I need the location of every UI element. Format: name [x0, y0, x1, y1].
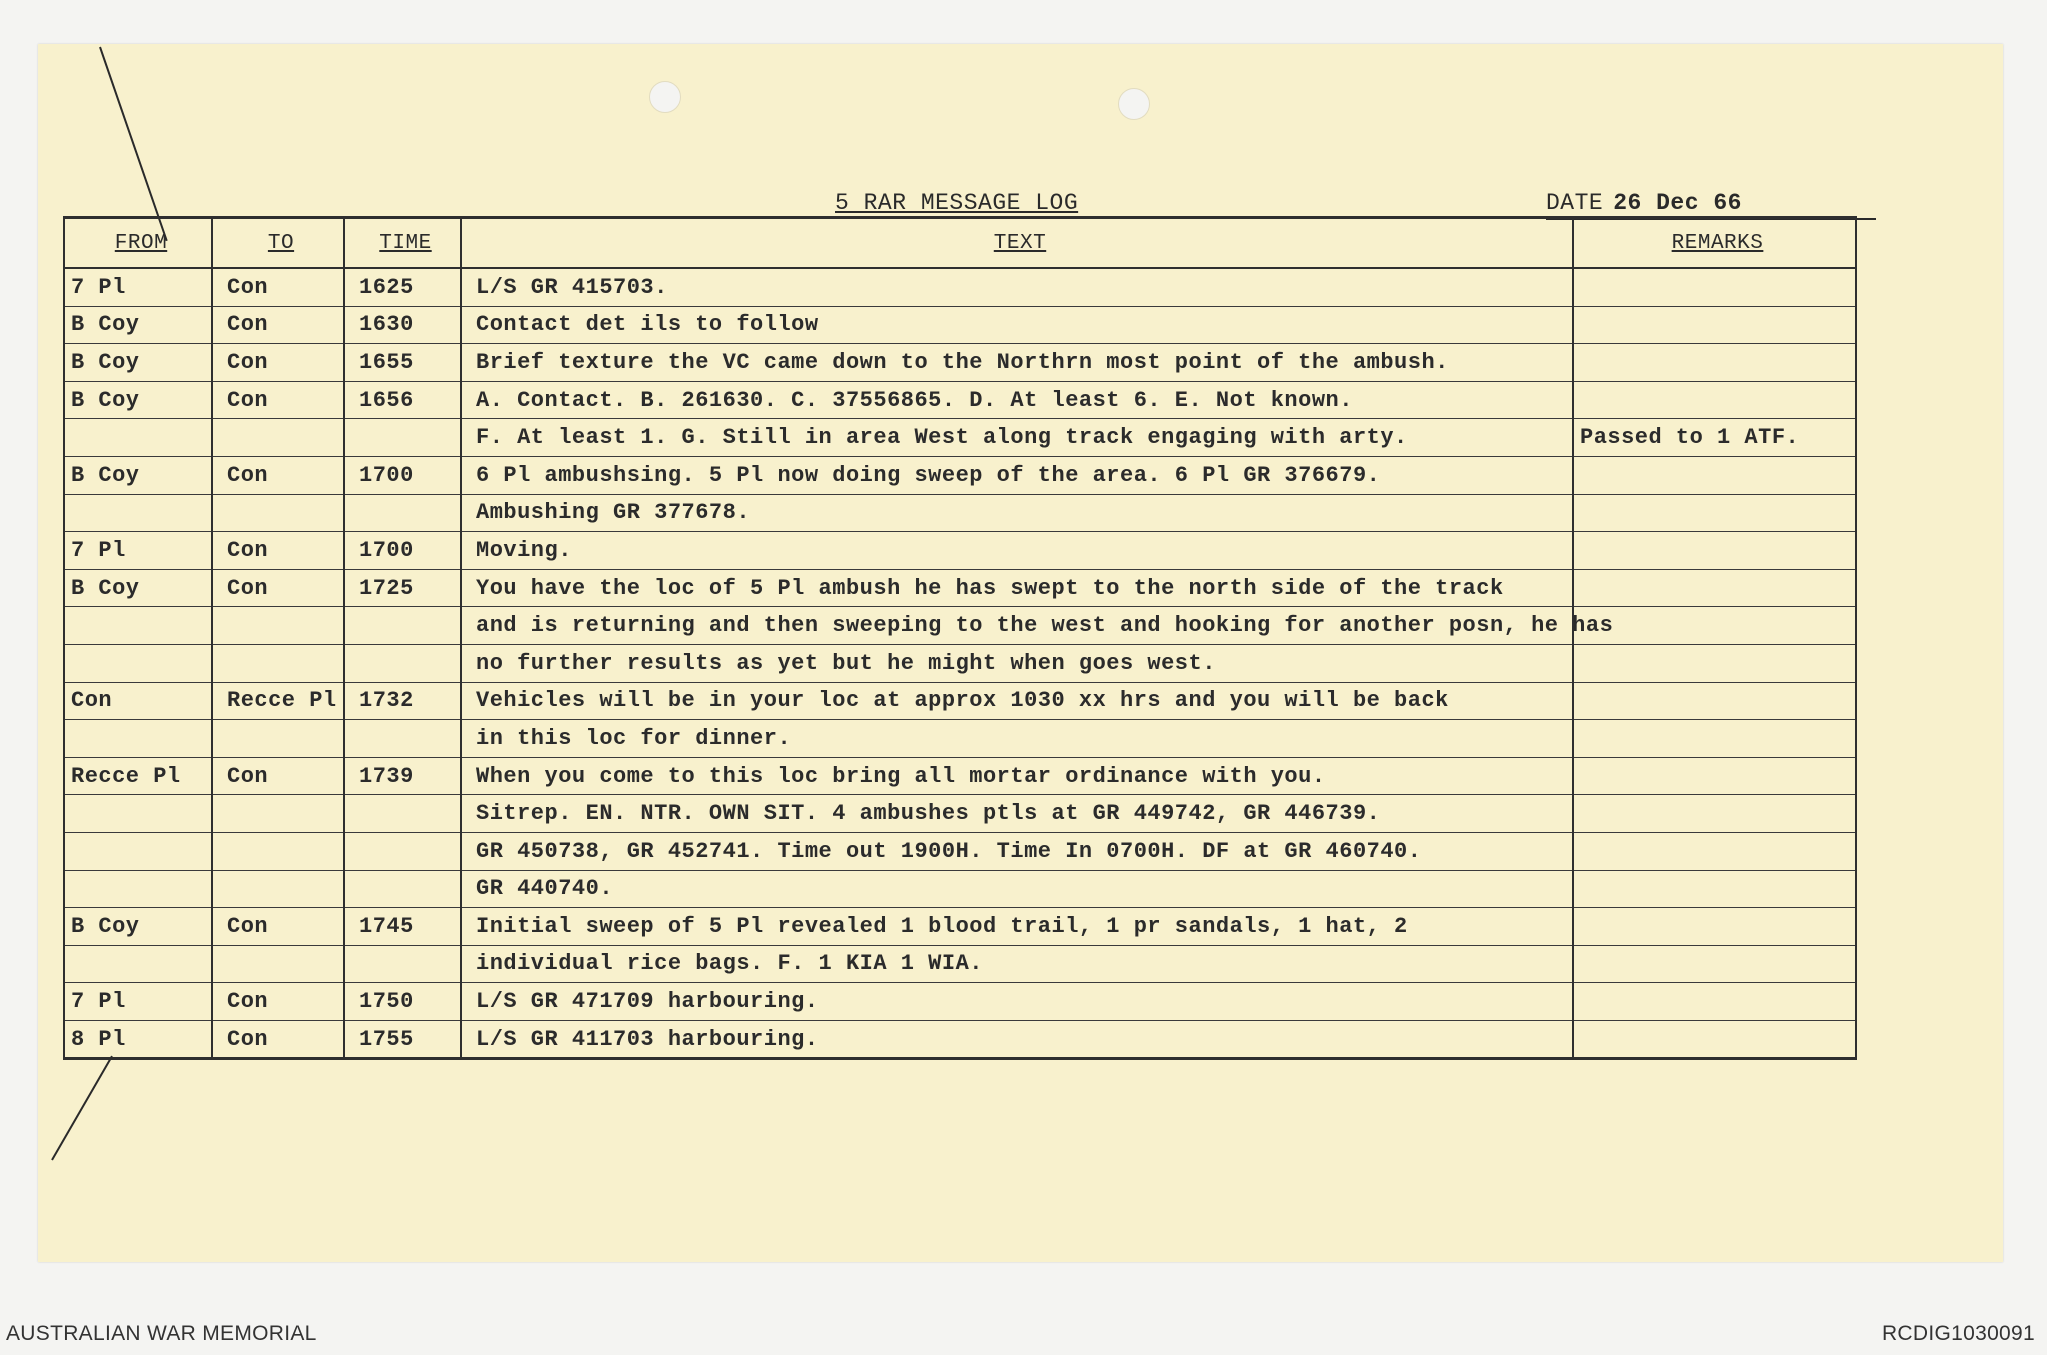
cell-remarks — [1573, 381, 1856, 419]
cell-time — [344, 494, 461, 532]
punch-hole — [1118, 88, 1150, 120]
table-row — [64, 644, 1856, 682]
cell-from — [64, 607, 212, 645]
cell-to — [212, 720, 344, 758]
table-row — [64, 908, 1856, 946]
cell-from: Con — [64, 682, 212, 720]
cell-text: and is returning and then sweeping to the west and hooking for another posn, he has — [461, 607, 1573, 645]
table-row — [64, 532, 1856, 570]
cell-remarks — [1573, 569, 1856, 607]
cell-from — [64, 870, 212, 908]
cell-to: Con — [212, 532, 344, 570]
cell-time — [344, 607, 461, 645]
table-row — [64, 456, 1856, 494]
cell-to: Con — [212, 381, 344, 419]
cell-time — [344, 720, 461, 758]
cell-time — [344, 644, 461, 682]
cell-remarks — [1573, 306, 1856, 344]
pen-stroke-mark — [99, 47, 168, 241]
table-row — [64, 945, 1856, 983]
cell-time — [344, 795, 461, 833]
cell-text: L/S GR 471709 harbouring. — [461, 983, 1573, 1021]
cell-from — [64, 832, 212, 870]
cell-remarks — [1573, 720, 1856, 758]
cell-remarks: Passed to 1 ATF. — [1573, 419, 1856, 457]
cell-to: Con — [212, 757, 344, 795]
cell-remarks — [1573, 983, 1856, 1021]
cell-text: individual rice bags. F. 1 KIA 1 WIA. — [461, 945, 1573, 983]
cell-from: B Coy — [64, 344, 212, 382]
cell-time: 1630 — [344, 306, 461, 344]
cell-time — [344, 832, 461, 870]
cell-to — [212, 419, 344, 457]
page-title: 5 RAR MESSAGE LOG — [835, 190, 1079, 216]
cell-from — [64, 494, 212, 532]
column-header-text: TEXT — [461, 218, 1573, 269]
cell-to: Con — [212, 344, 344, 382]
table-row — [64, 494, 1856, 532]
date-value: 26 Dec 66 — [1613, 190, 1742, 216]
table-row — [64, 682, 1856, 720]
cell-to: Recce Pl — [212, 682, 344, 720]
cell-time — [344, 870, 461, 908]
table-row — [64, 795, 1856, 833]
cell-to: Con — [212, 456, 344, 494]
cell-from: B Coy — [64, 569, 212, 607]
table-row — [64, 832, 1856, 870]
cell-remarks — [1573, 832, 1856, 870]
cell-remarks — [1573, 908, 1856, 946]
cell-time: 1725 — [344, 569, 461, 607]
date-label: DATE — [1546, 190, 1604, 216]
table-row — [64, 1020, 1856, 1059]
cell-time: 1625 — [344, 268, 461, 306]
cell-from: 7 Pl — [64, 532, 212, 570]
cell-text: in this loc for dinner. — [461, 720, 1573, 758]
column-header-remarks: REMARKS — [1573, 218, 1856, 269]
table-row — [64, 870, 1856, 908]
cell-remarks — [1573, 644, 1856, 682]
cell-time: 1755 — [344, 1020, 461, 1059]
cell-text: When you come to this loc bring all mortar ordinance with you. — [461, 757, 1573, 795]
cell-from: 7 Pl — [64, 983, 212, 1021]
cell-to — [212, 607, 344, 645]
cell-to — [212, 644, 344, 682]
cell-text: L/S GR 411703 harbouring. — [461, 1020, 1573, 1059]
cell-to: Con — [212, 268, 344, 306]
cell-to — [212, 945, 344, 983]
column-header-from: FROM — [64, 218, 212, 269]
cell-text: Ambushing GR 377678. — [461, 494, 1573, 532]
cell-time — [344, 945, 461, 983]
cell-from — [64, 720, 212, 758]
cell-from: 8 Pl — [64, 1020, 212, 1059]
table-row — [64, 306, 1856, 344]
cell-text: Contact det ils to follow — [461, 306, 1573, 344]
cell-time: 1739 — [344, 757, 461, 795]
cell-to — [212, 494, 344, 532]
cell-time: 1750 — [344, 983, 461, 1021]
cell-from: B Coy — [64, 456, 212, 494]
cell-to — [212, 795, 344, 833]
cell-text: You have the loc of 5 Pl ambush he has swept to the north side of the track — [461, 569, 1573, 607]
cell-remarks — [1573, 268, 1856, 306]
cell-to: Con — [212, 569, 344, 607]
cell-remarks — [1573, 682, 1856, 720]
table-row — [64, 268, 1856, 306]
cell-remarks — [1573, 532, 1856, 570]
table-row — [64, 983, 1856, 1021]
table-row — [64, 607, 1856, 645]
cell-remarks — [1573, 456, 1856, 494]
cell-remarks — [1573, 344, 1856, 382]
cell-text: GR 450738, GR 452741. Time out 1900H. Time In 0700H. DF at GR 460740. — [461, 832, 1573, 870]
cell-from — [64, 945, 212, 983]
column-header-to: TO — [212, 218, 344, 269]
cell-to — [212, 870, 344, 908]
cell-text: Vehicles will be in your loc at approx 1030 xx hrs and you will be back — [461, 682, 1573, 720]
cell-time — [344, 419, 461, 457]
cell-remarks — [1573, 870, 1856, 908]
cell-time: 1732 — [344, 682, 461, 720]
cell-time: 1656 — [344, 381, 461, 419]
cell-from: B Coy — [64, 381, 212, 419]
cell-remarks — [1573, 795, 1856, 833]
cell-text: 6 Pl ambushsing. 5 Pl now doing sweep of the area. 6 Pl GR 376679. — [461, 456, 1573, 494]
cell-text: Sitrep. EN. NTR. OWN SIT. 4 ambushes ptls at GR 449742, GR 446739. — [461, 795, 1573, 833]
footer-credit: AUSTRALIAN WAR MEMORIAL — [6, 1322, 317, 1345]
cell-time: 1655 — [344, 344, 461, 382]
cell-remarks — [1573, 494, 1856, 532]
cell-from — [64, 419, 212, 457]
cell-from — [64, 644, 212, 682]
cell-text: GR 440740. — [461, 870, 1573, 908]
table-row — [64, 757, 1856, 795]
footer-record-id: RCDIG1030091 — [1881, 1322, 2035, 1345]
cell-from: Recce Pl — [64, 757, 212, 795]
table-row — [64, 419, 1856, 457]
table-row — [64, 344, 1856, 382]
cell-from: B Coy — [64, 908, 212, 946]
cell-from: 7 Pl — [64, 268, 212, 306]
cell-to: Con — [212, 908, 344, 946]
cell-text: L/S GR 415703. — [461, 268, 1573, 306]
cell-time: 1745 — [344, 908, 461, 946]
cell-text: Moving. — [461, 532, 1573, 570]
pen-stroke-mark — [51, 1056, 113, 1161]
punch-hole — [649, 81, 681, 113]
cell-from: B Coy — [64, 306, 212, 344]
cell-text: Brief texture the VC came down to the Northrn most point of the ambush. — [461, 344, 1573, 382]
table-row — [64, 569, 1856, 607]
cell-text: Initial sweep of 5 Pl revealed 1 blood trail, 1 pr sandals, 1 hat, 2 — [461, 908, 1573, 946]
cell-text: no further results as yet but he might when goes west. — [461, 644, 1573, 682]
cell-remarks — [1573, 1020, 1856, 1059]
cell-from — [64, 795, 212, 833]
table-row — [64, 381, 1856, 419]
cell-to: Con — [212, 306, 344, 344]
cell-text: F. At least 1. G. Still in area West along track engaging with arty. — [461, 419, 1573, 457]
cell-to: Con — [212, 983, 344, 1021]
message-log-table — [63, 216, 1857, 1060]
cell-time: 1700 — [344, 532, 461, 570]
cell-time: 1700 — [344, 456, 461, 494]
cell-remarks — [1573, 757, 1856, 795]
cell-remarks — [1573, 607, 1856, 645]
cell-to — [212, 832, 344, 870]
cell-to: Con — [212, 1020, 344, 1059]
cell-text: A. Contact. B. 261630. C. 37556865. D. At least 6. E. Not known. — [461, 381, 1573, 419]
table-row — [64, 720, 1856, 758]
column-header-time: TIME — [344, 218, 461, 269]
table-header-row — [64, 218, 1856, 269]
cell-remarks — [1573, 945, 1856, 983]
